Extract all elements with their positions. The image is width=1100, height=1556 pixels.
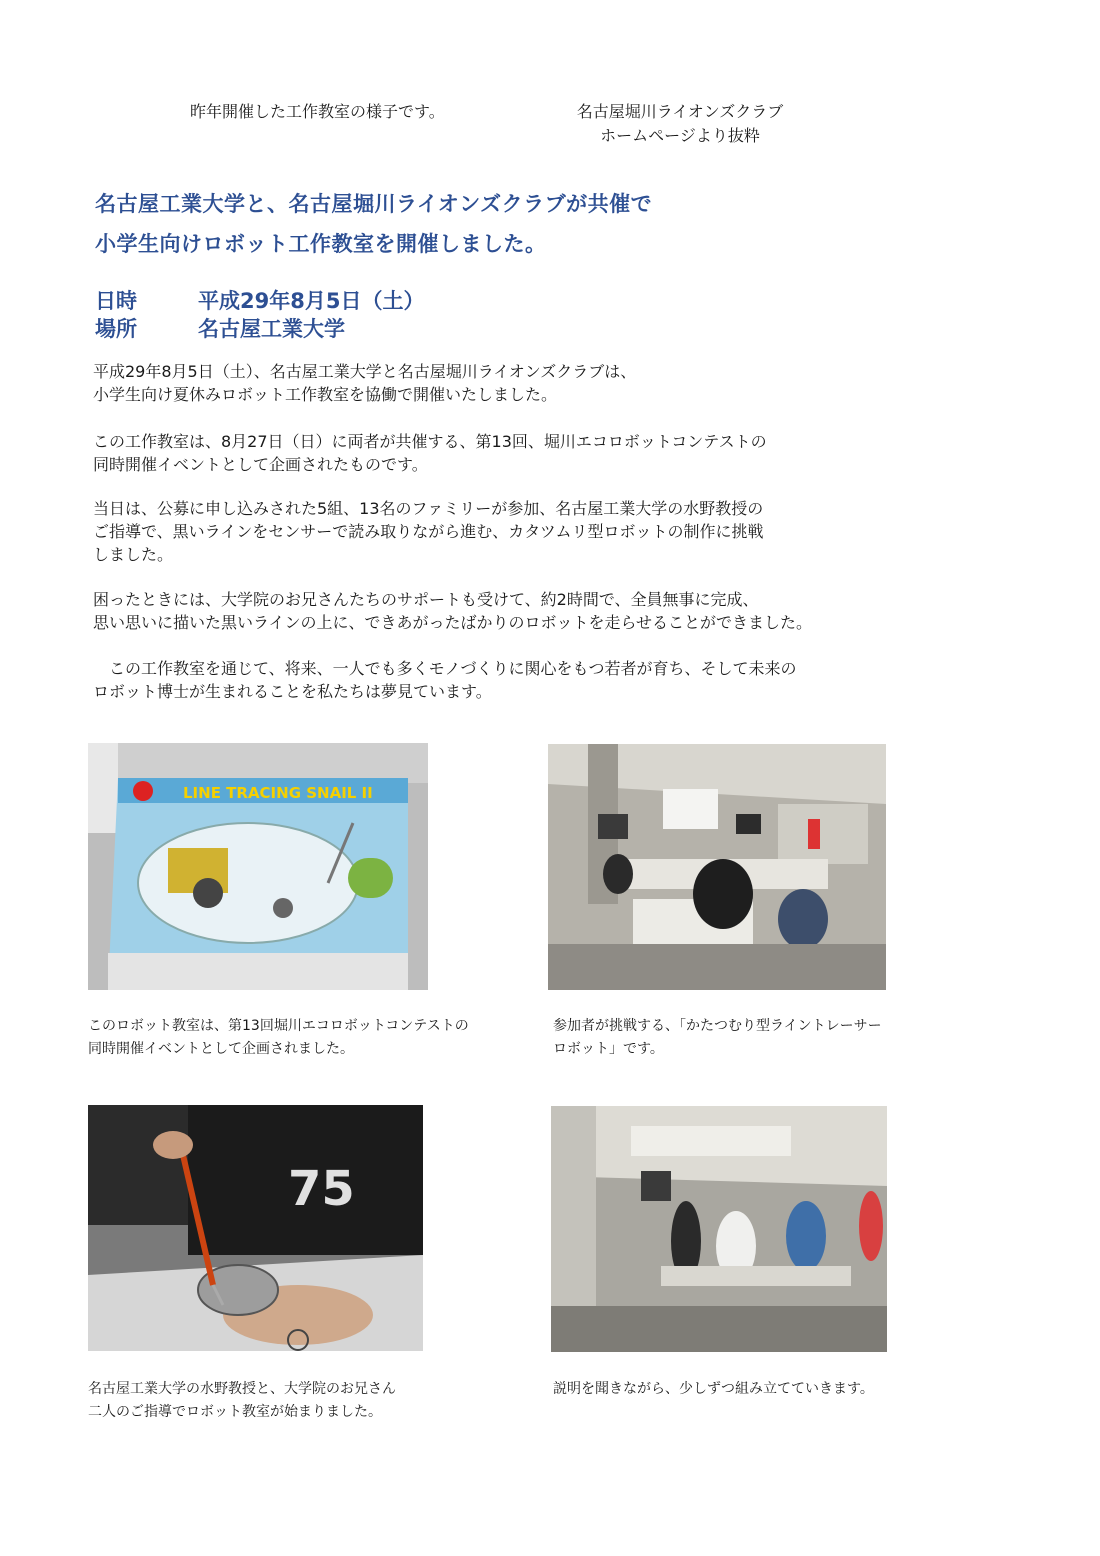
- photo-robot-kit: [88, 743, 428, 990]
- caption-1: [88, 1015, 469, 1061]
- photo-workshop: [551, 1106, 887, 1352]
- caption-1-line-1: このロボット教室は、第13回堀川エコロボットコンテストの: [88, 1018, 469, 1034]
- source-line-2: ホームページより抜粋: [600, 126, 760, 145]
- headline-line-1: 名古屋工業大学と、名古屋堀川ライオンズクラブが共催で: [95, 192, 653, 216]
- caption-1-line-2: 同時開催イベントとして企画されました。: [88, 1041, 354, 1057]
- photo-classroom: [548, 744, 886, 990]
- date-value: 平成29年8月5日（土）: [198, 289, 425, 313]
- place-value: 名古屋工業大学: [198, 317, 345, 341]
- intro-text: 昨年開催した工作教室の様子です。: [190, 102, 445, 121]
- place-label: 場所: [95, 317, 137, 341]
- paragraph-2: この工作教室は、8月27日（日）に両者が共催する、第13回、堀川エコロボットコンテストの 同時開催イベントとして企画されたものです。: [93, 432, 767, 474]
- headline-line-2: 小学生向けロボット工作教室を開催しました。: [95, 232, 547, 256]
- box-title: LINE TRACING SNAIL II: [183, 784, 373, 802]
- photo-assembly: [88, 1105, 423, 1351]
- caption-4-line-1: 説明を聞きながら、少しずつ組み立てていきます。: [553, 1381, 874, 1397]
- paragraph-4: 困ったときには、大学院のお兄さんたちのサポートも受けて、約2時間で、全員無事に完成、 思い思いに描いた黒いラインの上に、できあがったばかりのロボットを走らせることができました。: [93, 590, 813, 632]
- paragraph-3: 当日は、公募に申し込みされた5組、13名のファミリーが参加、名古屋工業大学の水野教授の ご指導で、黒いラインをセンサーで読み取りながら進む、カタツムリ型ロボットの制作に挑戦 しました。: [93, 499, 764, 564]
- paragraph-1: 平成29年8月5日（土）、名古屋工業大学と名古屋堀川ライオンズクラブは、 小学生向け夏休みロボット工作教室を協働で開催いたしました。: [93, 362, 637, 404]
- caption-3-line-2: 二人のご指導でロボット教室が始まりました。: [88, 1404, 382, 1420]
- shirt-number: 75: [288, 1161, 355, 1217]
- caption-3-line-1: 名古屋工業大学の水野教授と、大学院のお兄さん: [88, 1381, 396, 1397]
- caption-2-line-1: 参加者が挑戦する、「かたつむり型ライントレーサー: [553, 1018, 882, 1034]
- caption-3: [88, 1378, 396, 1424]
- caption-4: [553, 1378, 874, 1401]
- source-note: [540, 100, 820, 148]
- date-label: 日時: [95, 289, 137, 313]
- source-line-1: 名古屋堀川ライオンズクラブ: [576, 102, 784, 121]
- caption-2-line-2: ロボット」です。: [553, 1041, 664, 1057]
- paragraph-5: この工作教室を通じて、将来、一人でも多くモノづくりに関心をもつ若者が育ち、そして未来の ロボット博士が生まれることを私たちは夢見ています。: [93, 659, 797, 701]
- caption-2: [553, 1015, 882, 1061]
